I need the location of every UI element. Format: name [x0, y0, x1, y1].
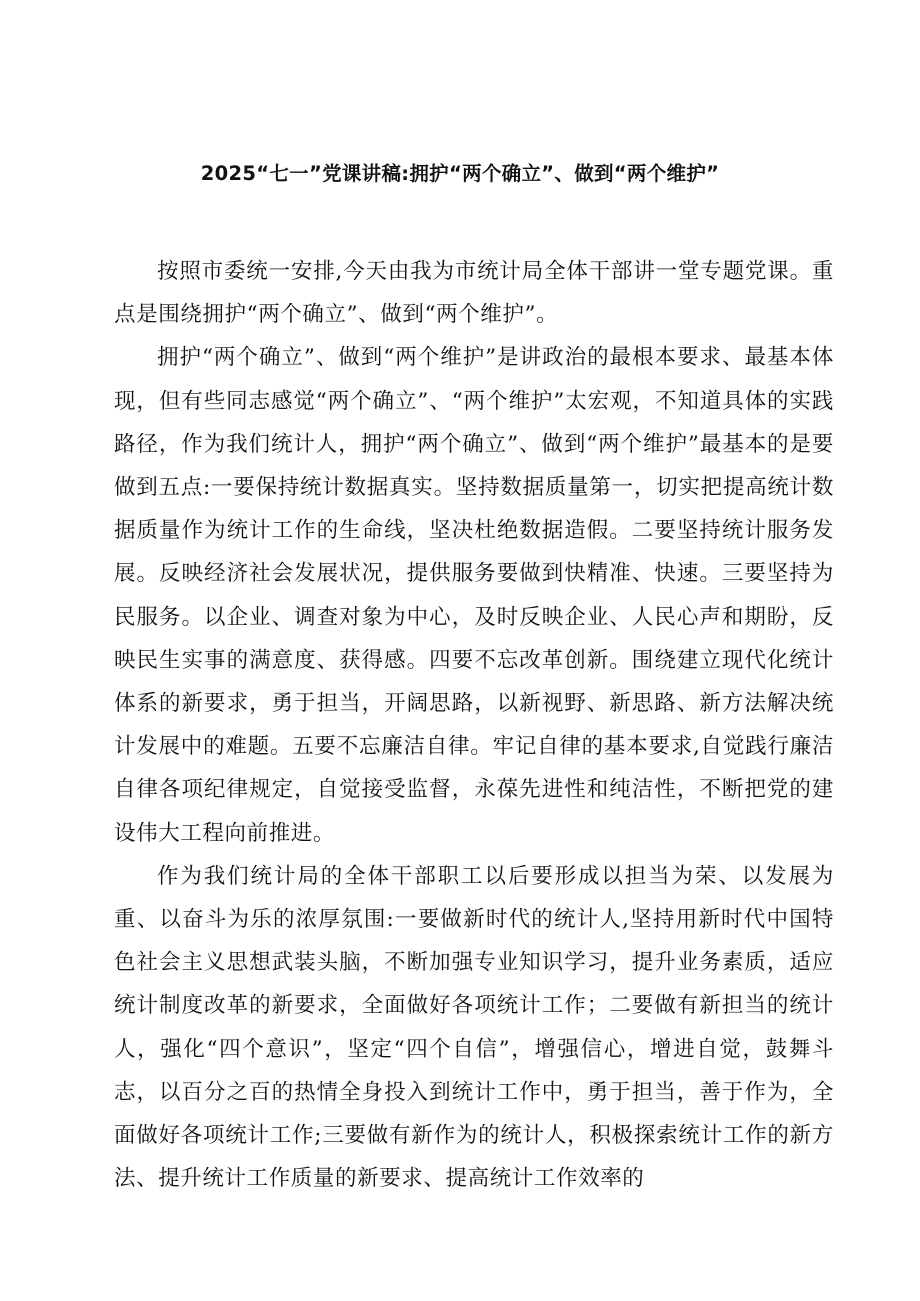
paragraph: 拥护“两个确立”、做到“两个维护”是讲政治的最根本要求、最基本体现，但有些同志感觉“两个确立”、“两个维护”太宏观，不知道具体的实践路径，作为我们统计人，拥护“两个确立”、做到“两个维护”最基本的是要做到五点:一要保持统计数据真实。坚持数据质量第一，切实把提高统计数据质量作为统计工作的生命线，坚决杜绝数据造假。二要坚持统计服务发展。反映经济社会发展状况，提供服务要做到快精准、快速。三要坚持为民服务。以企业、调查对象为中心，及时反映企业、人民心声和期盼，反映民生实事的满意度、获得感。四要不忘改革创新。围绕建立现代化统计体系的新要求，勇于担当，开阔思路，以新视野、新思路、新方法解决统计发展中的难题。五要不忘廉洁自律。牢记自律的基本要求,自觉践行廉洁自律各项纪律规定，自觉接受监督，永葆先进性和纯洁性，不断把党的建设伟大工程向前推进。 — [114, 345, 834, 846]
document-title: 2025“七一”党课讲稿:拥护“两个确立”、做到“两个维护” — [200, 162, 720, 185]
paragraph: 按照市委统一安排,今天由我为市统计局全体干部讲一堂专题党课。重点是围绕拥护“两个确立”、做到“两个维护”。 — [114, 259, 834, 328]
document-body — [114, 250, 834, 1200]
paragraph: 作为我们统计局的全体干部职工以后要形成以担当为荣、以发展为重、以奋斗为乐的浓厚氛围:一要做新时代的统计人,坚持用新时代中国特色社会主义思想武装头脑，不断加强专业知识学习，提升业务素质，适应统计制度改革的新要求，全面做好各项统计工作；二要做有新担当的统计人，强化“四个意识”，坚定“四个自信”，增强信心，增进自觉，鼓舞斗志，以百分之百的热情全身投入到统计工作中，勇于担当，善于作为，全面做好各项统计工作;三要做有新作为的统计人，积极探索统计工作的新方法、提升统计工作质量的新要求、提高统计工作效率的 — [114, 863, 834, 1192]
